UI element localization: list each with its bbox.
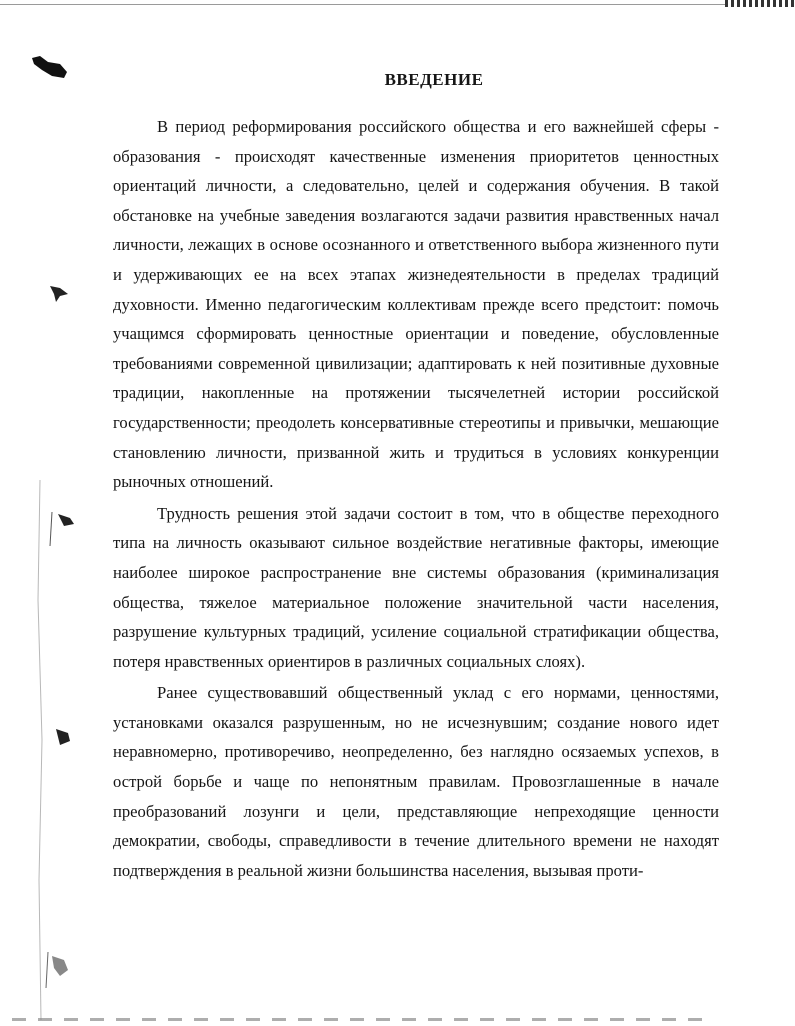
- scan-margin-line: [34, 480, 46, 1020]
- scan-top-right-noise: [725, 0, 795, 7]
- page-title: ВВЕДЕНИЕ: [384, 70, 484, 89]
- scan-speck-mark: [44, 950, 74, 990]
- scan-top-edge: [0, 0, 795, 5]
- paragraph: Ранее существовавший общественный уклад с его нормами, ценностями, установками оказался разрушенным, но не исчезнувшим; создание нового идет неравномерно, противоречиво, неопределенно, без наглядно осязаемых успехов, в острой борьбе и чаще по непонятным правилам. Провозглашенные в начале преобразований лозунги и цели, представляющие непреходящие ценности демократии, свободы, справедливости в течение длительного времени не находят подтверждения в реальной жизни большинства населения, вызывая проти-: [113, 683, 719, 880]
- paragraph: В период реформирования российского общества и его важнейшей сферы - образования - происходят качественные изменения приоритетов ценностных ориентаций личности, а следовательно, целей и содержания обучения. В такой обстановке на учебные заведения возлагаются задачи развития нравственных начал личности, лежащих в основе осознанного и ответственного выбора жизненного пути и удерживающих ее на всех этапах жизнедеятельности в пределах традиций духовности. Именно педагогическим коллективам прежде всего предстоит: помочь учащимся сформировать ценностные ориентации и поведение, обусловленные требованиями современной цивилизации; адаптировать к ней позитивные духовные традиции, накопленные на протяжении тысячелетней истории российской государственности; преодолеть консервативные стереотипы и привычки, мешающие становлению личности, призванной жить и трудиться в условиях конкуренции рыночных отношений.: [113, 117, 719, 492]
- scan-blot-mark: [30, 52, 70, 82]
- scan-speck-mark: [48, 508, 76, 548]
- paragraph: Трудность решения этой задачи состоит в том, что в обществе переходного типа на личность оказывают сильное воздействие негативные факторы, имеющие наиболее широкое распространение вне системы образования (криминализация общества, тяжелое материальное положение значительной части населения, разрушение культурных традиций, усиление социальной стратификации общества, потеря нравственных ориентиров в различных социальных слоях).: [113, 503, 719, 671]
- scan-bottom-edge: [12, 1018, 712, 1021]
- document-page: [113, 70, 719, 885]
- scan-speck-mark: [50, 725, 74, 751]
- scan-speck-mark: [46, 280, 70, 304]
